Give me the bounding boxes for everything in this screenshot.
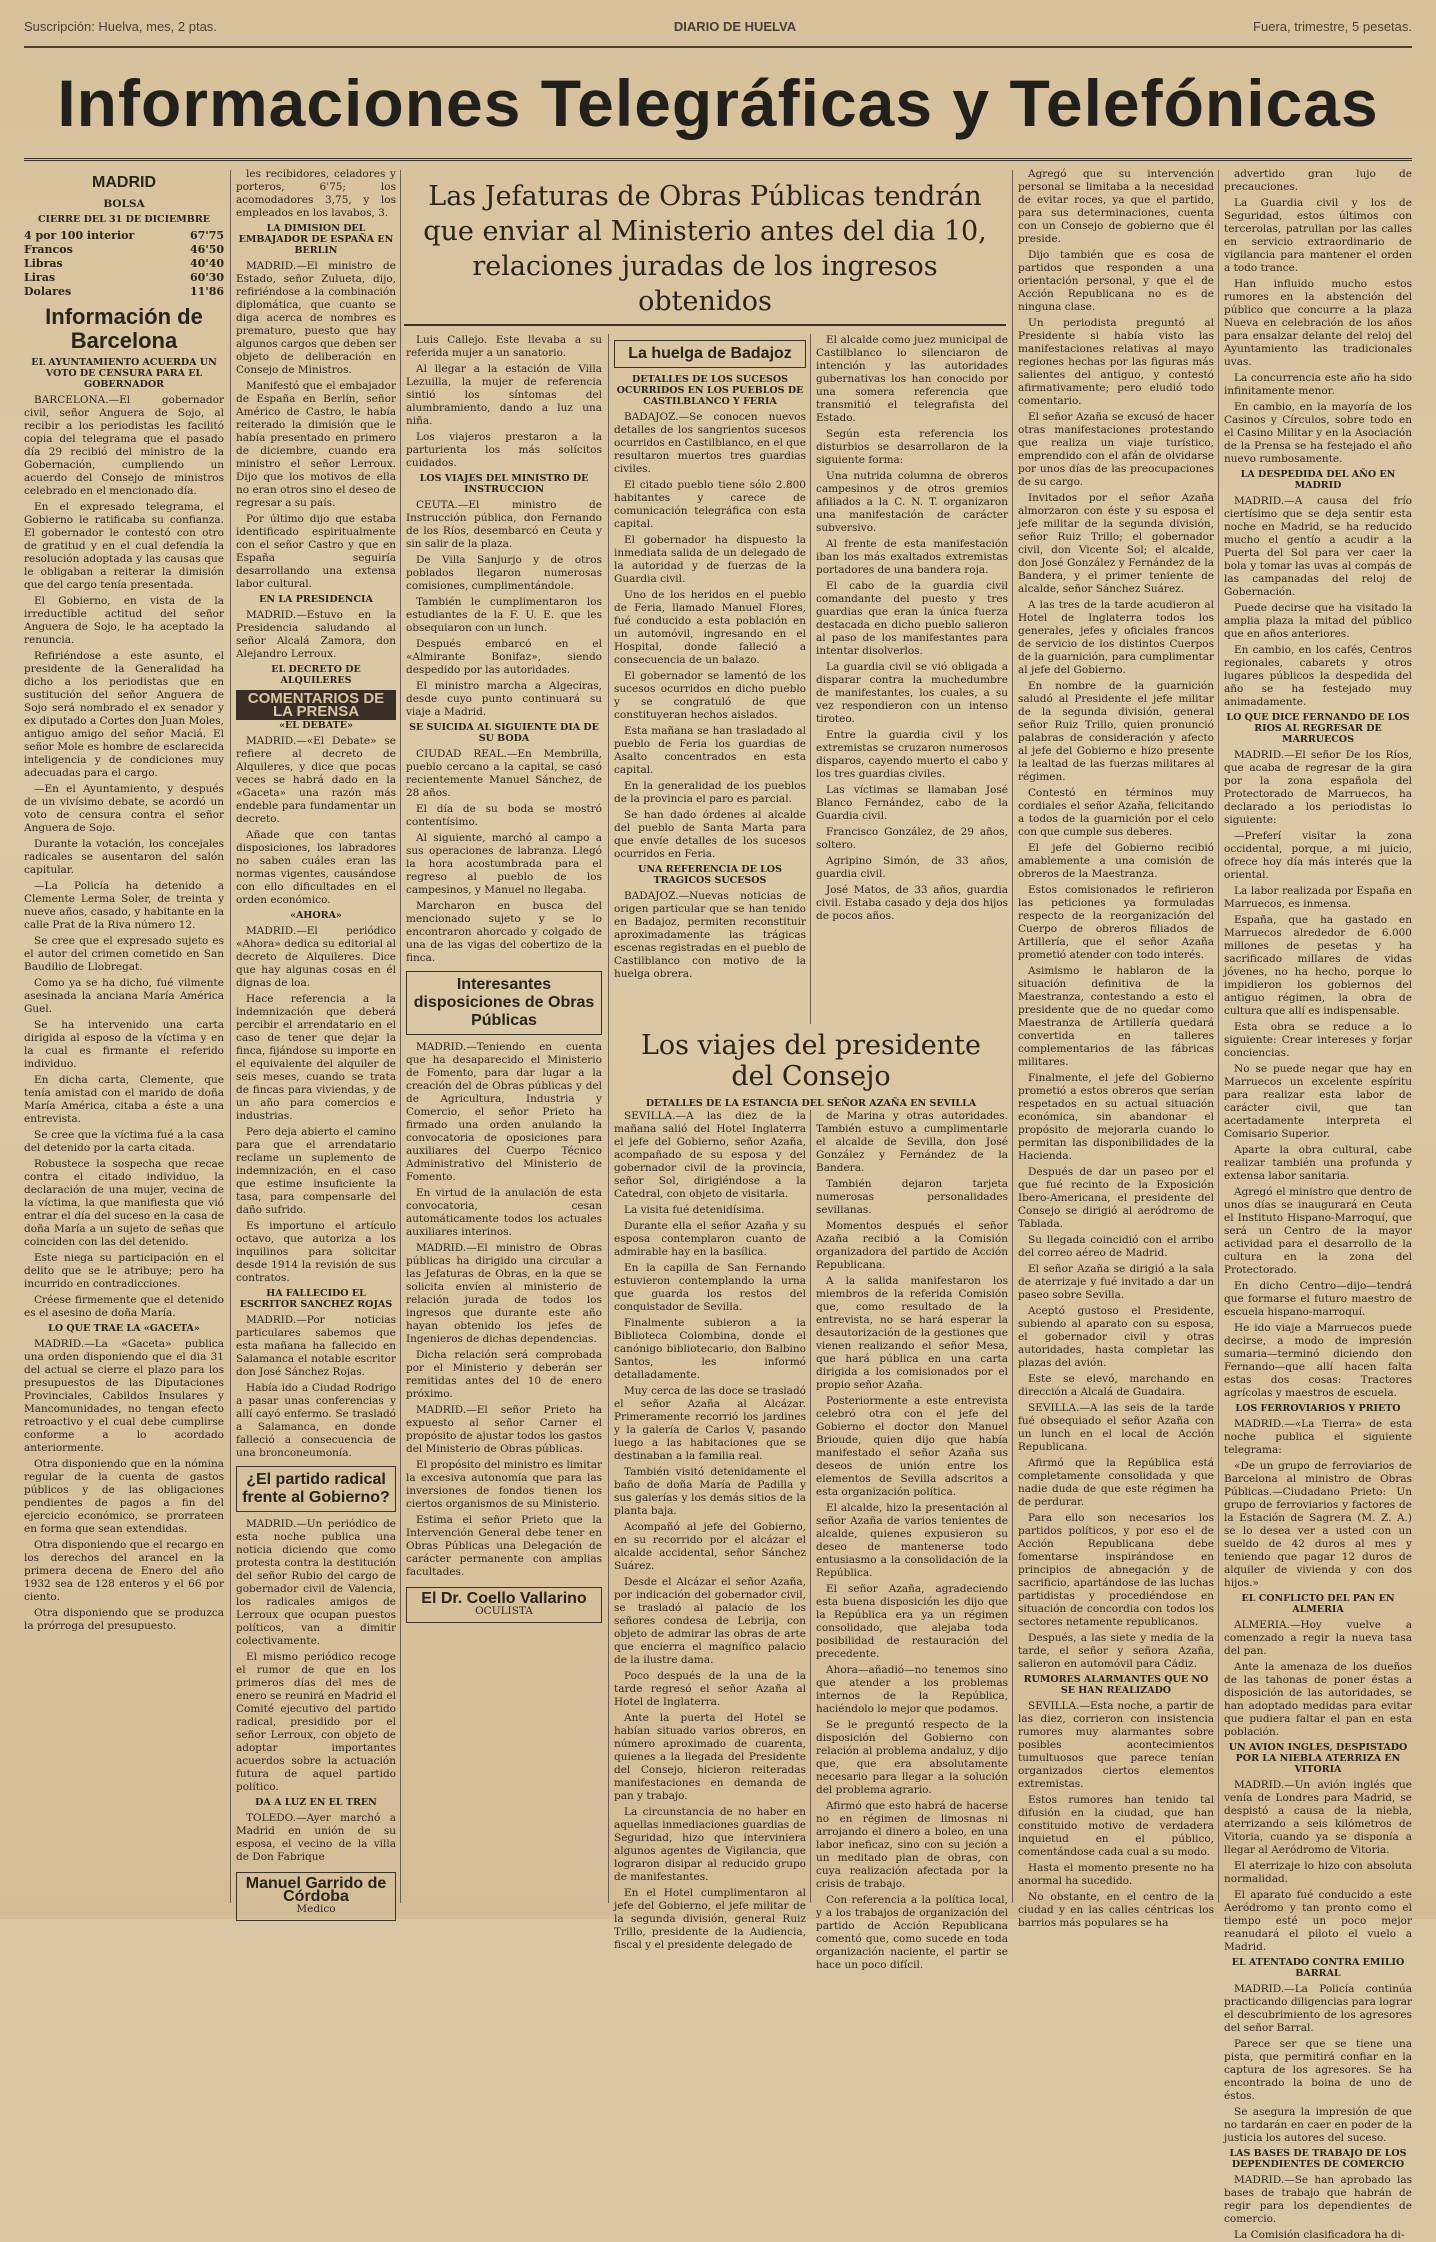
paragraph: Agripino Simón, de 33 años, guardia civil. xyxy=(816,855,1008,880)
paragraph: Se le preguntó respecto de la disposición del Gobierno con relación al problema andaluz, y dijo que, que era absolutamente necesario para llegar a la solución del problema agrario. xyxy=(816,1719,1008,1796)
ad-subtitle: Medico xyxy=(296,1903,336,1915)
paragraph: El aterrizaje lo hizo con absoluta normalidad. xyxy=(1224,1860,1412,1885)
bolsa-row: Francos 46'50 xyxy=(24,243,224,256)
subscription-local: Suscripción: Huelva, mes, 2 ptas. xyxy=(24,18,217,34)
paragraph: Contestó en términos muy cordiales el señor Azaña, felicitando a todos de la guarnición por el celo con que cumple sus deberes. xyxy=(1018,787,1214,838)
paragraph: de Marina y otras autoridades. También estuvo a cumplimentarle el alcalde de Sevilla, don José González y Fernández de la Bandera. xyxy=(816,1110,1008,1174)
ad-title: El Dr. Coello Vallarino xyxy=(421,1590,587,1607)
paragraph: advertido gran lujo de precauciones. xyxy=(1224,168,1412,193)
paragraph: Durante la votación, los concejales radicales se ausentaron del salón capitular. xyxy=(24,838,224,876)
paragraph: El Gobierno, en vista de la irreductible actitud del señor Anguera de Sojo, le ha aceptado la renuncia. xyxy=(24,595,224,646)
paragraph: Este se elevó, marchando en dirección a Alcalá de Guadaira. xyxy=(1018,1373,1214,1398)
paragraph: Puede decirse que ha visitado la amplia plaza la mitad del público que en años anteriores. xyxy=(1224,602,1412,640)
paragraph: TOLEDO.—Ayer marchó a Madrid en unión de su esposa, el vecino de la villa de Don Fabrique xyxy=(236,1812,396,1863)
paragraph: La Comisión clasificadora ha di- xyxy=(1234,2229,1405,2241)
paragraph: Estos comisionados le refirieron las peticiones ya formuladas respecto de la reorganización del Cuerpo de obreros filiados de Artillería, que el señor Azaña prometió atender con todo interés. xyxy=(1018,884,1214,961)
paragraph: MADRID.—El ministro de Obras públicas ha dirigido una circular a las Jefaturas de Obras, en la que se solicita envíen al ministerio de relación jurada de todos los ingresos que durante este año hayan obtenido los jefes de Ingenieros de dichas dependencias. xyxy=(406,1242,602,1345)
bolsa-title: BOLSA xyxy=(103,198,145,210)
paragraph: MADRID.—«La Tierra» de esta noche publica el siguiente telegrama: xyxy=(1224,1418,1412,1456)
subhead: EL AYUNTAMIENTO ACUERDA UN VOTO DE CENSURA PARA EL GOBERNADOR xyxy=(31,357,217,390)
subscription-outside: Fuera, trimestre, 5 pesetas. xyxy=(1253,18,1412,34)
paragraph: También visitó detenidamente el baño de doña María de Padilla y sus galerías y los demás sitios de la planta baja. xyxy=(614,1466,806,1517)
column-viajes-1 xyxy=(614,1110,806,1951)
ad-subtitle: OCULISTA xyxy=(475,1605,533,1617)
paragraph: Han influido mucho estos rumores en la abstención del público que concurre a la plaza Nueva en celebración de los años para ensalzar delante del reloj del Ayuntamiento las tradicionales uvas. xyxy=(1224,278,1412,368)
bolsa-row: Liras 60'30 xyxy=(24,271,224,284)
subhead: EN LA PRESIDENCIA xyxy=(259,594,373,605)
paragraph: Durante ella el señor Azaña y su esposa contemplaron cuanto de admirable hay en la basílica. xyxy=(614,1220,806,1258)
paragraph: Este niega su participación en el delito que se le atribuye; pero ha incurrido en contradicciones. xyxy=(24,1252,224,1290)
bolsa-city: MADRID xyxy=(92,174,156,191)
paragraph: les recibidores, celadores y porteros, 6'75; los acomodadores 3,75, y los empleados en los lavabos, 3. xyxy=(236,168,396,219)
paragraph: En virtud de la anulación de esta convocatoria, cesan automáticamente todos los actuales auxiliares interinos. xyxy=(406,1187,602,1238)
column-rule xyxy=(230,170,231,1903)
paragraph: Se cree que la víctima fué a la casa del detenido por la carta citada. xyxy=(24,1129,224,1154)
paragraph: En cambio, en la mayoría de los Casinos y Círculos, sobre todo en el Casino Militar y en la Asociación de la Prensa se ha festejado el año nuevo rumbosamente. xyxy=(1224,401,1412,465)
paragraph: SEVILLA.—A las seis de la tarde fué obsequiado el señor Azaña con un lunch en el local de Acción Republicana. xyxy=(1018,1402,1214,1453)
paragraph: Otra disponiendo que en la nómina regular de la cuenta de gastos públicos y de las obligaciones pendientes de pagos a fin del ejercicio económico, se prorrateen en forma que sean extendidas. xyxy=(24,1458,224,1535)
column-rule xyxy=(1012,170,1013,1903)
paragraph: El gobernador ha dispuesto la inmediata salida de un delegado de la autoridad y de fuerzas de la Guardia civil. xyxy=(614,534,806,585)
subhead: LAS BASES DE TRABAJO DE LOS DEPENDIENTES DE COMERCIO xyxy=(1229,2148,1407,2170)
paragraph: MADRID.—Teniendo en cuenta que ha desaparecido el Ministerio de Fomento, para dar lugar a la creación del de Obras públicas y del de Agricultura, Industria y Comercio, el señor Prieto ha firmado una orden anulando la convocatoria de oposiciones para auxiliares del Cuerpo Técnico Administrativo del Ministerio de Fomento. xyxy=(406,1041,602,1183)
subhead: «AHORA» xyxy=(290,910,342,921)
paragraph: El alcalde como juez municipal de Castilblanco lo silenciaron de intención y las autoridades gubernativas los han conocido por una somera referencia que transmitió el telegrafista del Estado. xyxy=(816,334,1008,424)
paragraph: Aparte la obra cultural, cabe realizar también una profunda y extensa labor sanitaria. xyxy=(1224,1144,1412,1182)
paragraph: Se han dado órdenes al alcalde del pueblo de Santa Marta para que envíe detalles de los sucesos ocurridos en Feria. xyxy=(614,809,806,860)
paragraph: He ido viaje a Marruecos puede decirse, a modo de impresión sumaria—terminó diciendo don Fernando—que allí hacen falta estas dos cosas: Tractores agrícolas y maestros de escuela. xyxy=(1224,1322,1412,1399)
paragraph: Esta mañana se han trasladado al pueblo de Feria los guardias de Asalto concentrados en esta capital. xyxy=(614,725,806,776)
subhead: LOS FERROVIARIOS Y PRIETO xyxy=(1235,1403,1401,1414)
paragraph: Parece ser que se tiene una pista, que permitirá confiar en la captura de los agresores. Se ha encontrado la boina de uno de éstos. xyxy=(1224,2038,1412,2102)
paragraph: BARCELONA.—El gobernador civil, señor Anguera de Sojo, al recibir a los periodistas les facilitó copia del telegrama que el pasado día 29 recibió del ministro de la Gobernación, cumpliendo un acuerdo del Consejo de ministros celebrado en el mencionado día. xyxy=(24,394,224,497)
subhead: UNA REFERENCIA DE LOS TRAGICOS SUCESOS xyxy=(638,864,782,886)
paragraph: Se cree que el expresado sujeto es el autor del crimen cometido en San Baudilio de Llobregat. xyxy=(24,935,224,973)
paragraph: Después, a las siete y media de la tarde, el señor y señora Azaña, salieron en automóvil para Cádiz. xyxy=(1018,1632,1214,1670)
paragraph: MADRID.—La «Gaceta» publica una orden disponiendo que el dia 31 del actual se cierre el plazo para los presupuestos de las Diputaciones Provinciales, Cabildos Insulares y Mancomunidades, no tengan efecto retroactivo y el cual debe cumplirse conforme a lo acordado anteriormente. xyxy=(24,1338,224,1454)
paragraph: Momentos después el señor Azaña recibió a la Comisión organizadora del partido de Acción Republicana. xyxy=(816,1220,1008,1271)
column-5 xyxy=(816,334,1008,1024)
column-3 xyxy=(406,334,602,1903)
paragraph: Es importuno el artículo octavo, que autoriza a los inquilinos para solicitar desde 1914 la revisión de sus contratos. xyxy=(236,1220,396,1284)
column-rule xyxy=(608,334,609,1903)
column-1 xyxy=(24,168,224,1903)
paragraph: Según esta referencia los disturbios se desarrollaron de la siguiente forma: xyxy=(816,428,1008,466)
paragraph: No obstante, en el centro de la ciudad y en las calles céntricas los barrios más populares se ha xyxy=(1018,1891,1214,1929)
bolsa-table xyxy=(24,229,224,299)
paragraph: Esta obra se reduce a lo siguiente: Crear intereses y forjar conciencias. xyxy=(1224,1021,1412,1059)
headline-obras-publicas: Interesantes disposiciones de Obras Públicas xyxy=(406,971,602,1035)
paragraph: En la capilla de San Fernando estuvieron contemplando la urna que guarda los restos del conquistador de Sevilla. xyxy=(614,1262,806,1313)
paragraph: BADAJOZ.—Se conocen nuevos detalles de los sangrientos sucesos ocurridos en Castilblanco, en el que resultaron muertos tres guardias civiles. xyxy=(614,411,806,475)
paragraph: El ministro marcha a Algeciras, desde cuyo punto continuará su viaje a Madrid. xyxy=(406,680,602,718)
paragraph: —La Policía ha detenido a Clemente Lerma Soler, de treinta y nueve años, casado, y habitante en la calle Prat de la Riva número 12. xyxy=(24,880,224,931)
subhead: «EL DEBATE» xyxy=(279,720,353,731)
paragraph: Manifestó que el embajador de España en Berlín, señor Américo de Castro, le había reiterado la dimisión que le había presentado en primero de diciembre, cuando era ministro el señor Lerroux. Dijo que los motivos de ella no eran otros sino el deseo de regresar a su país. xyxy=(236,380,396,509)
paragraph: Había ido a Ciudad Rodrigo a pasar unas conferencias y allí cayó enfermo. Se trasladó a Salamanca, en donde falleció a consecuencia de una bronconeumonía. xyxy=(236,1382,396,1459)
paragraph: Un periodista preguntó al Presidente si había visto las manifestaciones relativas al mayo regiones hechas por las figuras más salientes del antiguo, y contestó afirmativamente; pero eludió todo comentario. xyxy=(1018,317,1214,407)
masthead xyxy=(24,48,1412,161)
paragraph: Poco después de la una de la tarde regresó el señor Azaña al Hotel de Inglaterra. xyxy=(614,1670,806,1708)
paragraph: Su llegada coincidió con el arribo del correo aéreo de Madrid. xyxy=(1018,1234,1214,1259)
headline-viajes-presidente xyxy=(616,1030,1006,1113)
paragraph: Aceptó gustoso el Presidente, subiendo al aparato con su esposa, el gobernador civil y otras autoridades, hasta completar las plazas del avión. xyxy=(1018,1305,1214,1369)
advertisement-coello xyxy=(406,1587,602,1623)
subhead: DETALLES DE LA ESTANCIA DEL SEÑOR AZAÑA EN SEVILLA xyxy=(645,1098,977,1109)
paragraph: Desde el Alcázar el señor Azaña, por indicación del gobernador civil, se trasladó al palacio de los señores condesa de Lebrija, con objeto de admirar las obras de arte que encierra el magnífico palacio de la ilustre dama. xyxy=(614,1576,806,1666)
banner-headline-text: Las Jefaturas de Obras Públicas tendrán que enviar al Ministerio antes del dia 10, relaciones juradas de los ingresos obtenidos xyxy=(423,181,987,317)
subhead: DA A LUZ EN EL TREN xyxy=(255,1797,377,1808)
subhead: HA FALLECIDO EL ESCRITOR SANCHEZ ROJAS xyxy=(239,1288,393,1310)
paragraph: Hace referencia a la indemnización que deberá percibir el arrendatario en el caso de tener que dejar la finca, fijándose su importe en el equivalente del alquiler de seis meses, cuando se trata de fincas para viviendas, y de un año para comercios e industrias. xyxy=(236,993,396,1122)
paragraph: Otra disponiendo que se produzca la prórroga del presupuesto. xyxy=(24,1607,224,1632)
paragraph: Ahora—añadió—no tenemos sino que atender a los problemas internos de la República, haciéndolo lo mejor que podamos. xyxy=(816,1664,1008,1715)
paragraph: A las tres de la tarde acudieron al Hotel de Inglaterra todos los generales, jefes y oficiales francos de servicio de los distintos Cuerpos de la guarnición, para cumplimentar al jefe del Gobierno. xyxy=(1018,599,1214,676)
column-4 xyxy=(614,334,806,1024)
paragraph: Se ha intervenido una carta dirigida al esposo de la víctima y en la cual es firmante el referido individuo. xyxy=(24,1019,224,1070)
paragraph: Asimismo le hablaron de la situación definitiva de la Maestranza, contestando a esto el presidente que de no quedar como Maestranza de Artillería quedará convertida en talleres complementarios de las fábricas militares. xyxy=(1018,965,1214,1068)
paragraph: Con referencia a la política local, y a los trabajos de organización del partido de Acción Republicana comentó que, como sucede en toda organización naciente, el partir se hace un poco difícil. xyxy=(816,1894,1008,1971)
subhead: EL ATENTADO CONTRA EMILIO BARRAL xyxy=(1231,1957,1405,1979)
banner-headline xyxy=(404,174,1006,326)
paragraph: «De un grupo de ferroviarios de Barcelona al ministro de Obras Públicas.—Ciudadano Prieto: Un grupo de ferroviarios y factores de la Estación de Sagrera (M. Z. A.) se lo desea ver a usted con un sueldo de 42 duros al mes y teniendo que pagar 12 duros de alquiler de vivienda y con dos hijos.» xyxy=(1224,1460,1412,1589)
paragraph: Agregó que su intervención personal se limitaba a la necesidad de evitar roces, ya que el partido, para sus determinaciones, cuenta con un Consejo de gobierno que él preside. xyxy=(1018,168,1214,245)
paragraph: SEVILLA.—Esta noche, a partir de las diez, corrieron con insistencia rumores muy alarmantes sobre posibles acontecimientos tumultuosos que parece tenían organizados ciertos elementos extremistas. xyxy=(1018,1700,1214,1790)
paragraph: En el expresado telegrama, el Gobierno le ratificaba su confianza. El gobernador le contestó con otro de gratitud y en el cual defendía la resolución adoptada y las causas que le obligaban a reiterar la dimisión que del cargo tenía presentada. xyxy=(24,501,224,591)
paragraph: Agregó el ministro que dentro de unos días se inaugurará en Ceuta el Instituto Hispano-Marroquí, que será un Centro de la mayor actividad para el desarrollo de la cultura en la zona del Protectorado. xyxy=(1224,1186,1412,1276)
press-comments-banner: COMENTARIOS DE LA PRENSA xyxy=(236,690,396,720)
column-viajes-2 xyxy=(816,1110,1008,1971)
header-strip xyxy=(24,6,1412,48)
paragraph: También dejaron tarjeta numerosas personalidades sevillanas. xyxy=(816,1178,1008,1216)
paragraph: —En el Ayuntamiento, y después de un vivísimo debate, se acordó un voto de censura contra el señor Anguera de Sojo. xyxy=(24,783,224,834)
column-2 xyxy=(236,168,396,1915)
paragraph: El mismo periódico recoge el rumor de que en los primeros días del mes de enero se reunirá en Madrid el Comité ejecutivo del partido radical, presidido por el señor Lerroux, con objeto de adoptar importantes acuerdos sobre la actuación futura de aquel partido político. xyxy=(236,1651,396,1793)
masthead-title: Informaciones Telegráficas y Telefónicas xyxy=(57,66,1379,140)
paragraph: CEUTA.—El ministro de Instrucción pública, don Fernando de los Ríos, desembarcó en Ceuta y sin salir de la plaza. xyxy=(406,499,602,550)
paragraph: —Preferí visitar la zona occidental, porque, a mi juicio, ofrece hoy día más interés que la oriental. xyxy=(1224,830,1412,881)
paragraph: En la generalidad de los pueblos de la provincia el paro es parcial. xyxy=(614,780,806,805)
column-6 xyxy=(1018,168,1214,1929)
paragraph: Como ya se ha dicho, fué vilmente asesinada la anciana María América Guel. xyxy=(24,977,224,1015)
paragraph: Ante la puerta del Hotel se habían situado varios obreros, en número aproximado de cuarenta, quienes a la llegada del Presidente del Consejo, hicieron reiteradas manifestaciones en demanda de pan y trabajo. xyxy=(614,1712,806,1802)
subhead: UN AVION INGLES, DESPISTADO POR LA NIEBLA ATERRIZA EN VITORIA xyxy=(1228,1742,1408,1775)
paragraph: No se puede negar que hay en Marruecos un excelente espíritu para realizar esta labor de carácter civil, que tan acertadamente interpreta el Comisario Superior. xyxy=(1224,1063,1412,1140)
paragraph: MADRID.—A causa del frío ciertísimo que se deja sentir esta noche en Madrid, se ha reducido mucho el gentío a acudir a la Puerta del Sol para ver caer la bola y tomar las uvas al compás de las campanadas del reloj de Gobernación. xyxy=(1224,495,1412,598)
paragraph: El señor Azaña se excusó de hacer otras manifestaciones protestando que realiza un viaje turístico, emprendido con el afán de olvidarse por unos días de las preocupaciones de su cargo. xyxy=(1018,411,1214,488)
paragraph: Se asegura la impresión de que no tardarán en caer en poder de la justicia los autores del suceso. xyxy=(1224,2106,1412,2144)
paragraph: La visita fué detenidísima. xyxy=(624,1204,765,1216)
column-rule xyxy=(1218,170,1219,1903)
paragraph: SEVILLA.—A las diez de la mañana salió del Hotel Inglaterra el jefe del Gobierno, señor Azaña, acompañado de su esposa y del gobernador civil de la provincia, señor Sol, dirigiéndose a la Catedral, con objeto de visitarla. xyxy=(614,1110,806,1200)
subhead: EL DECRETO DE ALQUILERES xyxy=(271,664,361,686)
paragraph: A la salida manifestaron los miembros de la referida Comisión que, como resultado de la entrevista, no se hará esperar la desautorización de la gestiones que vienen realizando el señor Mesa, que hará pública en una carta dirigida a los comisionados por el propio señor Azaña. xyxy=(816,1275,1008,1391)
paragraph: Muy cerca de las doce se trasladó el señor Azaña al Alcázar. Primeramente recorrió los jardines y la galería de Carlos V, pasando luego a las habitaciones que se destinaban a la familia real. xyxy=(614,1385,806,1462)
paragraph: Acompañó al jefe del Gobierno, en su recorrido por el alcázar el alcalde accidental, señor Sánchez Suárez. xyxy=(614,1521,806,1572)
paragraph: La concurrencia este año ha sido infinitamente menor. xyxy=(1224,372,1412,397)
paragraph: Al frente de esta manifestación iban los más exaltados extremistas portadores de una bandera roja. xyxy=(816,538,1008,576)
paragraph: MADRID.—El periódico «Ahora» dedica su editorial al decreto de Alquileres. Dice que hay algunas cosas en él dignas de loa. xyxy=(236,925,396,989)
subhead: LOS VIAJES DEL MINISTRO DE INSTRUCCION xyxy=(419,473,589,495)
advertisement-garrido xyxy=(236,1872,396,1921)
column-7 xyxy=(1224,168,1412,2241)
paragraph: Dijo también que es cosa de partidos que responden a una orientación personal, y que el de Acción Republicana no es de ninguna clase. xyxy=(1018,249,1214,313)
paragraph: Finalmente, el jefe del Gobierno prometió a estos obreros que serían respetados en su actual situación económica, sin abandonar el propósito de mejorarla cuando lo permitan las disponibilidades de la Hacienda. xyxy=(1018,1072,1214,1162)
paragraph: Por último dijo que estaba identificado espiritualmente con el señor Castro y que en España seguiría desarrollando una extensa labor cultural. xyxy=(236,513,396,590)
paragraph: Afirmó que esto habrá de hacerse no en régimen de limosnas ni arrojando el dinero a boleo, en una labor ineficaz, sino con su jeción a un meditado plan de obras, con cuya realización afectada por la crisis de trabajo. xyxy=(816,1800,1008,1890)
paragraph: El citado pueblo tiene sólo 2.800 habitantes y carece de comunicación telegráfica con esta capital. xyxy=(614,479,806,530)
paragraph: La labor realizada por España en Marruecos, es inmensa. xyxy=(1224,885,1412,910)
paragraph: Luis Callejo. Este llevaba a su referida mujer a un sanatorio. xyxy=(406,334,602,359)
paragraph: Entre la guardia civil y los extremistas se cruzaron numerosos disparos, cayendo muerto el cabo y los tres guardias civiles. xyxy=(816,729,1008,780)
paragraph: Una nutrida columna de obreros campesinos y de otros gremios afiliados a la C. N. T. organizaron una manifestación de carácter subversivo. xyxy=(816,470,1008,534)
column-rule xyxy=(810,334,811,1024)
headline-partido-radical: ¿El partido radical frente al Gobierno? xyxy=(236,1466,396,1512)
column-rule xyxy=(810,1110,811,1903)
paragraph: Para ello son necesarios los partidos políticos, y por eso el de Acción Republicana debe fomentarse inspirándose en principios de abnegación y de sacrificio, apartándose de las luchas partidistas y procediéndose en situación de concordia con todos los sectores netamente republicanos. xyxy=(1018,1512,1214,1628)
paragraph: BADAJOZ.—Nuevas noticias de origen particular que se han tenido en Badajoz, permiten reconstituir aproximadamente las trágicas escenas registradas en el pueblo de Castilblanco con motivo de la huelga obrera. xyxy=(614,890,806,980)
paragraph: Finalmente subieron a la Biblioteca Colombina, donde el canónigo bibliotecario, don Balbino Santos, les informó detalladamente. xyxy=(614,1317,806,1381)
paragraph: MADRID.—Un periódico de esta noche publica una noticia diciendo que como protesta contra la destitución del señor Rubio del cargo de gobernador civil de Valencia, los radicales amigos de Lerroux que ocupan puestos políticos, van a dimitir colectivamente. xyxy=(236,1518,396,1647)
paragraph: Dicha relación será comprobada por el Ministerio y deberán ser remitidas antes del 10 de enero próximo. xyxy=(406,1349,602,1400)
paragraph: La circunstancia de no haber en aquellas inmediaciones guardias de Seguridad, hizo que interviniera algunos agentes de Vigilancia, que lograron disipar al reducido grupo de manifestantes. xyxy=(614,1806,806,1883)
bolsa-row: Libras 40'40 xyxy=(24,257,224,270)
paragraph: En dicho Centro—dijo—tendrá que formarse el futuro maestro de escuela hispano-marroquí. xyxy=(1224,1280,1412,1318)
paragraph: CIUDAD REAL.—En Membrilla, pueblo cercano a la capital, se casó recientemente Manuel Sánchez, de 28 años. xyxy=(406,748,602,799)
paragraph: El cabo de la guardia civil comandante del puesto y tres guardias que eran la única fuerza destacada en dicho pueblo salieron al paso de los manifestantes para intentar disolverlos. xyxy=(816,580,1008,657)
headline-viajes-title: Los viajes del presidente del Consejo xyxy=(640,1030,982,1092)
paragraph: Posteriormente a este entrevista celebró otra con el jefe del Gobierno el doctor don Manuel Brioude, quien dijo que había manifestado el señor Azaña sus deseos de unión entre los elementos de Sevilla adscritos a esta organización política. xyxy=(816,1395,1008,1498)
paragraph: Estos rumores han tenido tal difusión en la ciudad, que han constituido motivo de verdadera inquietud en el público, comentándose cada cual a su modo. xyxy=(1018,1794,1214,1858)
paragraph: Refiriéndose a este asunto, el presidente de la Generalidad ha dicho a los periodistas que en sustitución del señor Anguera de Sojo será nombrado el ex senador y ex diputado a Cortes don Juan Moles, antiguo amigo del señor Maciá. El señor Mole es hombre de esclarecida inteligencia y de condiciones muy adecuadas para el cargo. xyxy=(24,650,224,779)
paper-name: DIARIO DE HUELVA xyxy=(673,18,797,34)
paragraph: En dicha carta, Clemente, que tenía amistad con el marido de doña María América, citaba a éste a una entrevista. xyxy=(24,1074,224,1125)
paragraph: Hasta el momento presente no ha anormal ha sucedido. xyxy=(1018,1862,1214,1887)
paragraph: Francisco González, de 29 años, soltero. xyxy=(816,826,1008,851)
subhead: LO QUE DICE FERNANDO DE LOS RIOS AL REGRESAR DE MARRUECOS xyxy=(1226,712,1410,745)
paragraph: El señor Azaña, agradeciendo esta buena disposición les dijo que la República era ya un régimen consolidado, que alejaba toda posibilidad de restauración del precedente. xyxy=(816,1583,1008,1660)
column-rule xyxy=(400,170,401,1903)
paragraph: España, que ha gastado en Marruecos alrededor de 6.000 millones de pesetas y ha sacrificado millares de vidas jóvenes, no ha hecho, porque lo impidieron los gobiernos del antiguo régimen, la obra de cultura que allí es indispensable. xyxy=(1224,914,1412,1017)
paragraph: Otra disponiendo que el recargo en los derechos del arancel en la primera decena de Enero del año 1932 sea de 128 enteros y el 66 por ciento. xyxy=(24,1539,224,1603)
paragraph: El gobernador se lamentó de los sucesos ocurridos en dicho pueblo y se congratuló de que constituyeran hechos aislados. xyxy=(614,670,806,721)
paragraph: Robustece la sospecha que recae contra el citado individuo, la declaración de una mujer, vecina de la víctima, la que manifiesta que vió entrar el día del suceso en la casa de doña María a un sujeto de señas que coinciden con las del detenido. xyxy=(24,1158,224,1248)
paragraph: La guardia civil se vió obligada a disparar contra la muchedumbre de manifestantes, los cuales, a su vez respondieron con un intenso tiroteo. xyxy=(816,661,1008,725)
bolsa-cierre: CIERRE DEL 31 DE DICIEMBRE xyxy=(38,214,210,225)
paragraph: El jefe del Gobierno recibió amablemente a una comisión de obreros de la Maestranza. xyxy=(1018,842,1214,880)
paragraph: El alcalde, hizo la presentación al señor Azaña de varios tenientes de alcalde, quienes expusieron su deseo de mantenerse todo entusiasmo a la consolidación de la República. xyxy=(816,1502,1008,1579)
paragraph: ALMERIA.—Hoy vuelve a comenzado a regir la nueva tasa del pan. xyxy=(1224,1619,1412,1657)
paragraph: En el Hotel cumplimentaron al jefe del Gobierno, el jefe militar de la segunda división, general Ruiz Trillo, presidente de la Audiencia, fiscal y el presidente delegado de xyxy=(614,1887,806,1951)
bolsa-row: 4 por 100 interior 67'75 xyxy=(24,229,224,242)
paragraph: El propósito del ministro es limitar la excesiva autonomía que para las inversiones de fondos tienen los ciertos organismos de su Ministerio. xyxy=(406,1459,602,1510)
paragraph: MADRID.—Estuvo en la Presidencia saludando al señor Alcalá Zamora, don Alejandro Lerroux. xyxy=(236,609,396,660)
paragraph: MADRID.—«El Debate» se refiere al decreto de Alquileres, y dice que pocas veces se habrá dado en la «Gaceta» una razón más endeble para fundamentar un decreto. xyxy=(236,735,396,825)
paragraph: El día de su boda se mostró contentísimo. xyxy=(406,803,602,828)
subhead: DETALLES DE LOS SUCESOS OCURRIDOS EN LOS PUEBLOS DE CASTILBLANCO Y FERIA xyxy=(616,374,804,407)
subhead: EL CONFLICTO DEL PAN EN ALMERIA xyxy=(1241,1593,1395,1615)
subhead: RUMORES ALARMANTES QUE NO SE HAN REALIZADO xyxy=(1023,1674,1209,1696)
paragraph: MADRID.—La Policía continúa practicando diligencias para lograr el descubrimiento de los agresores del señor Barral. xyxy=(1224,1983,1412,2034)
paragraph: MADRID.—El ministro de Estado, señor Zulueta, dijo, refiriéndose a la combinación diplomática, que cuanto se diga acerca de nombres es prematuro, puesto que hay algunos cargos que deben ser objeto de deliberación en Consejo de Ministros. xyxy=(236,260,396,376)
paragraph: Los viajeros prestaron a la parturienta los más solícitos cuidados. xyxy=(406,431,602,469)
headline-barcelona: Información de Barcelona xyxy=(45,304,203,353)
paragraph: Las víctimas se llamaban José Blanco Fernández, cabo de la Guardia civil. xyxy=(816,784,1008,822)
subhead: SE SUICIDA AL SIGUIENTE DIA DE SU BODA xyxy=(409,722,599,744)
subhead: LA DESPEDIDA DEL AÑO EN MADRID xyxy=(1240,469,1396,491)
paragraph: MADRID.—El señor De los Ríos, que acaba de regresar de la gira por la zona española del Protectorado de Marruecos, ha declarado a los periodistas lo siguiente: xyxy=(1224,749,1412,826)
paragraph: Uno de los heridos en el pueblo de Feria, llamado Manuel Flores, fué conducido a esta población en un automóvil, ingresando en el Hospital, donde falleció a consecuencia de un balazo. xyxy=(614,589,806,666)
paragraph: Afirmó que la República está completamente consolidada y que nadie duda de que este régimen ha de perdurar. xyxy=(1018,1457,1214,1508)
paragraph: Marcharon en busca del mencionado sujeto y se lo encontraron ahorcado y colgado de una de las vigas del cobertizo de la finca. xyxy=(406,900,602,964)
paragraph: MADRID.—Por noticias particulares sabemos que esta mañana ha fallecido en Salamanca el notable escritor don José Sánchez Rojas. xyxy=(236,1314,396,1378)
paragraph: Ante la amenaza de los dueños de las tahonas de poner éstas a disposición de las autoridades, se han adoptado medidas para evitar que pudiera faltar el pan en esta población. xyxy=(1224,1661,1412,1738)
paragraph: El señor Azaña se dirigió a la sala de aterrizaje y fué invitado a dar un paseo sobre Sevilla. xyxy=(1018,1263,1214,1301)
paragraph: En cambio, en los cafés, Centros regionales, cabarets y otros lugares públicos la despedida del año se ha festejado muy animadamente. xyxy=(1224,644,1412,708)
paragraph: MADRID.—Un avión inglés que venía de Londres para Madrid, se despistó a causa de la niebla, aterrizando a seis kilómetros de Vitoria, cuando ya se disponía a llegar al Aeródromo de Vitoria. xyxy=(1224,1779,1412,1856)
paragraph: Después de dar un paseo por el que fué recinto de la Exposición Ibero-Americana, el presidente del Consejo se dirigió al aeródromo de Tablada. xyxy=(1018,1166,1214,1230)
paragraph: De Villa Sanjurjo y de otros poblados llegaron numerosas comisiones, cumplimentándole. xyxy=(406,554,602,592)
paragraph: En nombre de la guarnición saludó al Presidente el jefe militar de la segunda división, general señor Ruiz Trillo, quien pronunció palabras de consideración y afecto al jefe del Gobierno e hizo presente la lealtad de las fuerzas militares al régimen. xyxy=(1018,680,1214,783)
paragraph: MADRID.—Se han aprobado las bases de trabajo que habrán de regir para los dependientes de comercio. xyxy=(1224,2174,1412,2225)
paragraph: El aparato fué conducido a este Aeródromo y tan pronto como el tiempo esté un poco mejor reanudará el piloto el vuelo a Madrid. xyxy=(1224,1889,1412,1953)
ad-title: Manuel Garrido de Córdoba xyxy=(245,1875,387,1905)
paragraph: Créese firmemente que el detenido es el asesino de doña María. xyxy=(24,1294,224,1319)
paragraph: MADRID.—El señor Prieto ha expuesto al señor Carner el propósito de ajustar todos los gastos del Ministerio de Obras públicas. xyxy=(406,1404,602,1455)
paragraph: Al siguiente, marchó al campo a sus operaciones de labranza. Llegó la hora acostumbrada para el regreso al pueblo de los campesinos, y Manuel no llegaba. xyxy=(406,832,602,896)
paragraph: Estima el señor Prieto que la Intervención General debe tener en Obras Públicas una Delegación de carácter permanente con amplias facultades. xyxy=(406,1514,602,1578)
paragraph: También le cumplimentaron los estudiantes de la F. U. E. que les obsequiaron con un lunch. xyxy=(406,596,602,634)
paragraph: Al llegar a la estación de Villa Lezuilla, la mujer de referencia sintió los síntomas del alumbramiento, dando a luz una niña. xyxy=(406,363,602,427)
paragraph: Después embarcó en el «Almirante Bonifaz», siendo despedido por las autoridades. xyxy=(406,638,602,676)
paragraph: José Matos, de 33 años, guardia civil. Estaba casado y deja dos hijos de pocos años. xyxy=(816,884,1008,922)
headline-huelga-badajoz: La huelga de Badajoz xyxy=(614,340,806,368)
subhead: LA DIMISION DEL EMBAJADOR DE ESPAÑA EN BERLIN xyxy=(238,223,394,256)
paragraph: Añade que con tantas disposiciones, los labradores no saben cuáles eran las normas vigentes, causándose con ello dificultades en el orden económico. xyxy=(236,829,396,906)
subhead: LO QUE TRAE LA «GACETA» xyxy=(48,1323,200,1334)
paragraph: Pero deja abierto el camino para que el arrendatario reclame un suplemento de indemnización, en el caso que estime insuficiente la tasa, para compensarle del daño sufrido. xyxy=(236,1126,396,1216)
paragraph: Invitados por el señor Azaña almorzaron con éste y su esposa el jefe militar de la segunda división, señor Ruiz Trillo; el gobernador civil, don Vicente Sol; el alcalde, don José González y Fernández de la Bandera, y el primer teniente de alcalde, señor Sánchez Suárez. xyxy=(1018,492,1214,595)
paragraph: La Guardia civil y los de Seguridad, estos últimos con tercerolas, patrullan por las calles en servicio extraordinario de vigilancia para mantener el orden a todo trance. xyxy=(1224,197,1412,274)
bolsa-row: Dolares 11'86 xyxy=(24,285,224,298)
